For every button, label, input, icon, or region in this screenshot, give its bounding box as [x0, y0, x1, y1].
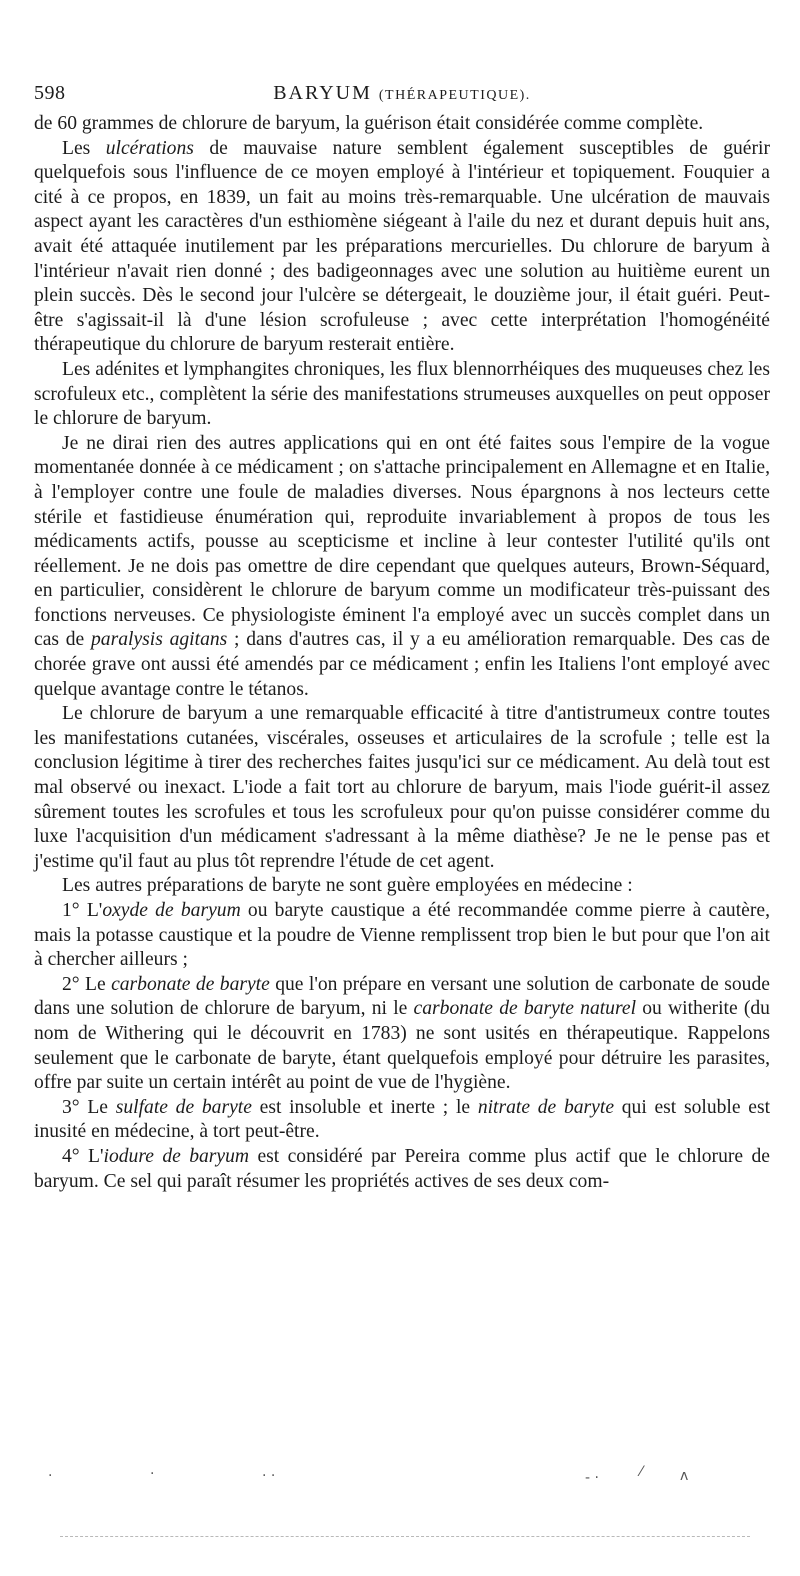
list-item-iodure — [34, 1145, 770, 1194]
text-run: Je ne dirai rien des autres applications qui en ont été faites sous l'empire de la vogue momentanée donnée à ce médicament ; on s'attache principalement en Allemagne et en Italie, à l'employer contre une foule de maladies diverses. Nous épargnons à nos lecteurs cette stérile et fastidieuse énumération qui, reproduite invariablement à propos de tous les médicaments actifs, pousse au scepticisme et incline à leur contester l'utilité qu'ils ont réellement. Je ne dois pas omettre de dire cependant que quelques auteurs, Brown-Séquard, en particulier, considèrent le chlorure de baryum comme un modificateur très-puissant des fonctions nerveuses. Ce physiologiste éminent l'a employé avec un succès complet dans un cas de — [34, 432, 770, 651]
italic-term: carbonate de baryte — [111, 973, 270, 995]
paragraph-other-applications — [34, 432, 770, 703]
text-run: ou baryte caustique a été recommandée comme pierre à cautère, mais la potasse caustique et la poudre de Vienne remplissent trop bien le but pour que l'on ait à chercher ailleurs ; — [34, 900, 770, 971]
text-run: 1° L' — [62, 900, 103, 921]
paragraph-other-preparations — [34, 874, 770, 899]
paragraph-ulcerations — [34, 137, 770, 358]
paragraph-adenites — [34, 358, 770, 432]
text-run: est insoluble et inerte ; le — [251, 1096, 478, 1118]
running-header — [34, 78, 770, 112]
text-run: ou witherite (du nom de Withering qui le découvrit en 1783) ne sont usités en thérapeutique. Rappelons seulement que le carbonate de baryte, étant quelquefois employé pour détruire les parasites, offre par suite un certain intérêt au point de vue de l'hygiène. — [34, 998, 770, 1094]
text-run: 4° L' — [62, 1145, 104, 1167]
italic-term: nitrate de baryte — [477, 1096, 615, 1118]
body-text — [34, 112, 770, 1194]
text-run: est considéré par Pereira comme plus actif que le chlorure de baryum. Ce sel qui paraît résumer les propriétés actives de ses deux com- — [34, 1145, 770, 1192]
italic-term: sulfate de baryte — [115, 1096, 252, 1118]
text-run: que l'on prépare en versant une solution de carbonate de soude dans une solution de chlorure de baryum, ni le — [34, 973, 770, 1020]
italic-term: oxyde de baryum — [102, 900, 241, 921]
paragraph-efficacy — [34, 702, 770, 874]
scan-footer-rule — [60, 1536, 750, 1537]
page-number: 598 — [34, 82, 66, 104]
speck: · — [48, 1468, 53, 1484]
list-item-oxyde — [34, 899, 770, 973]
text-run: Les adénites et lymphangites chroniques, les flux blennorrhéiques des muqueuses chez les scrofuleux etc., complètent la série des manifestations strumeuses auxquelles on peut opposer le chlorure de baryum. — [34, 358, 770, 430]
speck: ⁄ — [640, 1464, 643, 1480]
running-title-main: BARYUM — [273, 82, 372, 104]
italic-term: paralysis agitans — [91, 629, 228, 651]
book-page — [34, 78, 770, 1194]
text-run: Les autres préparations de baryte ne sont guère employées en médecine : — [62, 875, 633, 897]
list-item-carbonate — [34, 973, 770, 1096]
paragraph-continuation — [34, 112, 770, 137]
text-run: 3° Le — [62, 1096, 116, 1118]
speck: · · — [262, 1468, 276, 1484]
text-run: de 60 grammes de chlorure de baryum, la guérison était considérée comme complète. — [34, 113, 704, 134]
italic-term: carbonate de baryte naturel — [413, 998, 637, 1020]
speck: · — [150, 1466, 155, 1482]
text-run: de mauvaise nature semblent également susceptibles de guérir quelquefois sous l'influence de ce moyen employé à l'intérieur et topiquement. Fouquier a cité à ce propos, en 1839, un fait au moins très-remarquable. Une ulcération de mauvais aspect ayant les caractères d'un esthiomène siégeant à l'aile du nez et durant depuis huit ans, avait été attaquée inutilement par les préparations mercurielles. Du chlorure de baryum à l'intérieur n'avait rien donné ; des badigeonnages avec une solution au huitième eurent un plein succès. Dès le second jour l'ulcère se détergeait, le douzième jour, il était guéri. Peut-être s'agissait-il là d'une lésion scrofuleuse ; avec cette interprétation l'homogénéité thérapeutique du chlorure de baryum resterait entière. — [34, 137, 770, 356]
running-title-subtitle: (THÉRAPEUTIQUE). — [378, 88, 531, 103]
text-run: 2° Le — [62, 973, 112, 995]
speck: ‑ · — [585, 1470, 599, 1486]
italic-term: iodure de baryum — [103, 1145, 250, 1167]
speck: ᴧ — [680, 1468, 689, 1484]
scan-specks — [40, 1466, 760, 1486]
running-title — [34, 82, 770, 105]
text-run: ; dans d'autres cas, il y a eu amélioration remarquable. Des cas de chorée grave ont aussi été amendés par ce médicament ; enfin les Italiens l'ont employé avec quelque avantage contre le tétanos. — [34, 629, 770, 700]
text-run: qui est soluble est inusité en médecine, à tort peut-être. — [34, 1096, 771, 1143]
text-run: Les — [62, 137, 106, 159]
text-run: Le chlorure de baryum a une remarquable efficacité à titre d'antistrumeux contre toutes les manifestations cutanées, viscérales, osseuses et articulaires de la scrofule ; telle est la conclusion légitime à tirer des recherches faites jusqu'ici sur ce médicament. Au delà tout est mal observé ou inexact. L'iode a fait tort au chlorure de baryum, mais l'iode guérit-il assez sûrement toutes les scrofules et tous les scrofuleux pour qu'on puisse considérer comme du luxe l'acquisition d'un médicament s'adressant à la même diathèse? Je ne le pense pas et j'estime qu'il faut au plus tôt reprendre l'étude de cet agent. — [34, 703, 770, 872]
italic-term: ulcérations — [105, 137, 194, 159]
list-item-sulfate — [34, 1096, 770, 1145]
